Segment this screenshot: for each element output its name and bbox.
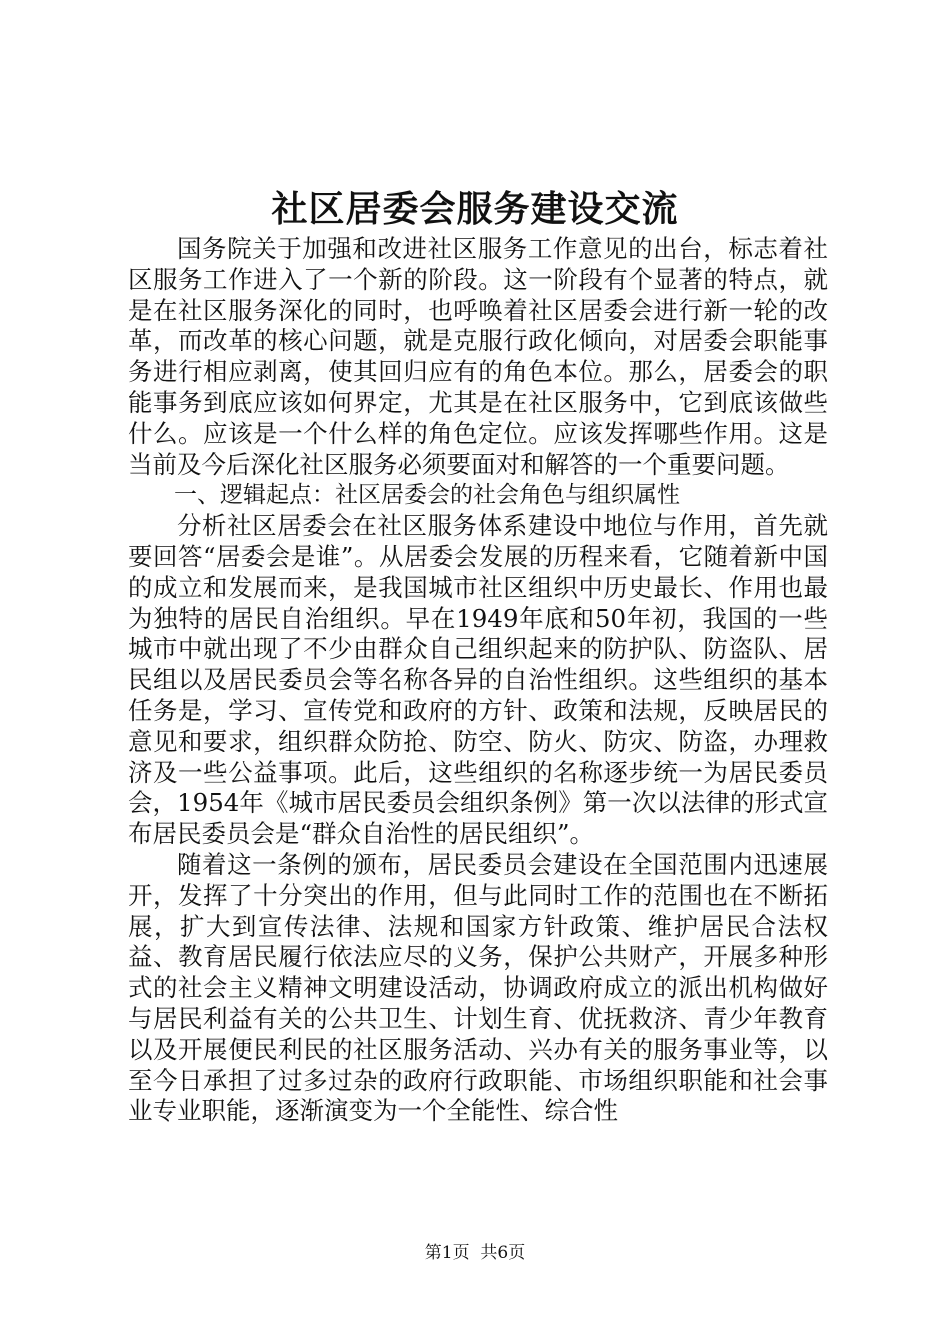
- page-total: 共6页: [480, 1243, 526, 1263]
- section-heading: 一、逻辑起点：社区居委会的社会角色与组织属性: [174, 482, 680, 509]
- page-number: 第1页: [424, 1243, 470, 1263]
- page-footer: [0, 1242, 950, 1264]
- document-title: 社区居委会服务建设交流: [271, 188, 679, 230]
- paragraph-history: 分析社区居委会在社区服务体系建设中地位与作用，首先就要回答“居委会是谁”。从居委会发展的历程来看，它随着新中国的成立和发展而来，是我国城市社区组织中历史最长、作用也最为独特的居民自治组织。早在1949年底和50年初，我国的一些城市中就出现了不少由群众自己组织起来的防护队、防盗队、居民组以及居民委员会等名称各异的自治性组织。这些组织的基本任务是，学习、宣传党和政府的方针、政策和法规，反映居民的意见和要求，组织群众防抢、防空、防火、防灾、防盗，办理救济及一些公益事项。此后，这些组织的名称逐步统一为居民委员会，1954年《城市居民委员会组织条例》第一次以法律的形式宣布居民委员会是“群众自治性的居民组织”。: [128, 511, 828, 849]
- paragraph-expansion: 随着这一条例的颁布，居民委员会建设在全国范围内迅速展开，发挥了十分突出的作用，但与此同时工作的范围也在不断拓展，扩大到宣传法律、法规和国家方针政策、维护居民合法权益、教育居民履行依法应尽的义务，保护公共财产，开展多种形式的社会主义精神文明建设活动，协调政府成立的派出机构做好与居民利益有关的公共卫生、计划生育、优抚救济、青少年教育以及开展便民利民的社区服务活动、兴办有关的服务事业等，以至今日承担了过多过杂的政府行政职能、市场组织职能和社会事业专业职能，逐渐演变为一个全能性、综合性: [128, 849, 828, 1126]
- document-body: [128, 234, 828, 1127]
- paragraph-intro: 国务院关于加强和改进社区服务工作意见的出台，标志着社区服务工作进入了一个新的阶段。这一阶段有个显著的特点，就是在社区服务深化的同时，也呼唤着社区居委会进行新一轮的改革，而改革的核心问题，就是克服行政化倾向，对居委会职能事务进行相应剥离，使其回归应有的角色本位。那么，居委会的职能事务到底应该如何界定，尤其是在社区服务中，它到底该做些什么。应该是一个什么样的角色定位。应该发挥哪些作用。这是当前及今后深化社区服务必须要面对和解答的一个重要问题。: [128, 234, 828, 479]
